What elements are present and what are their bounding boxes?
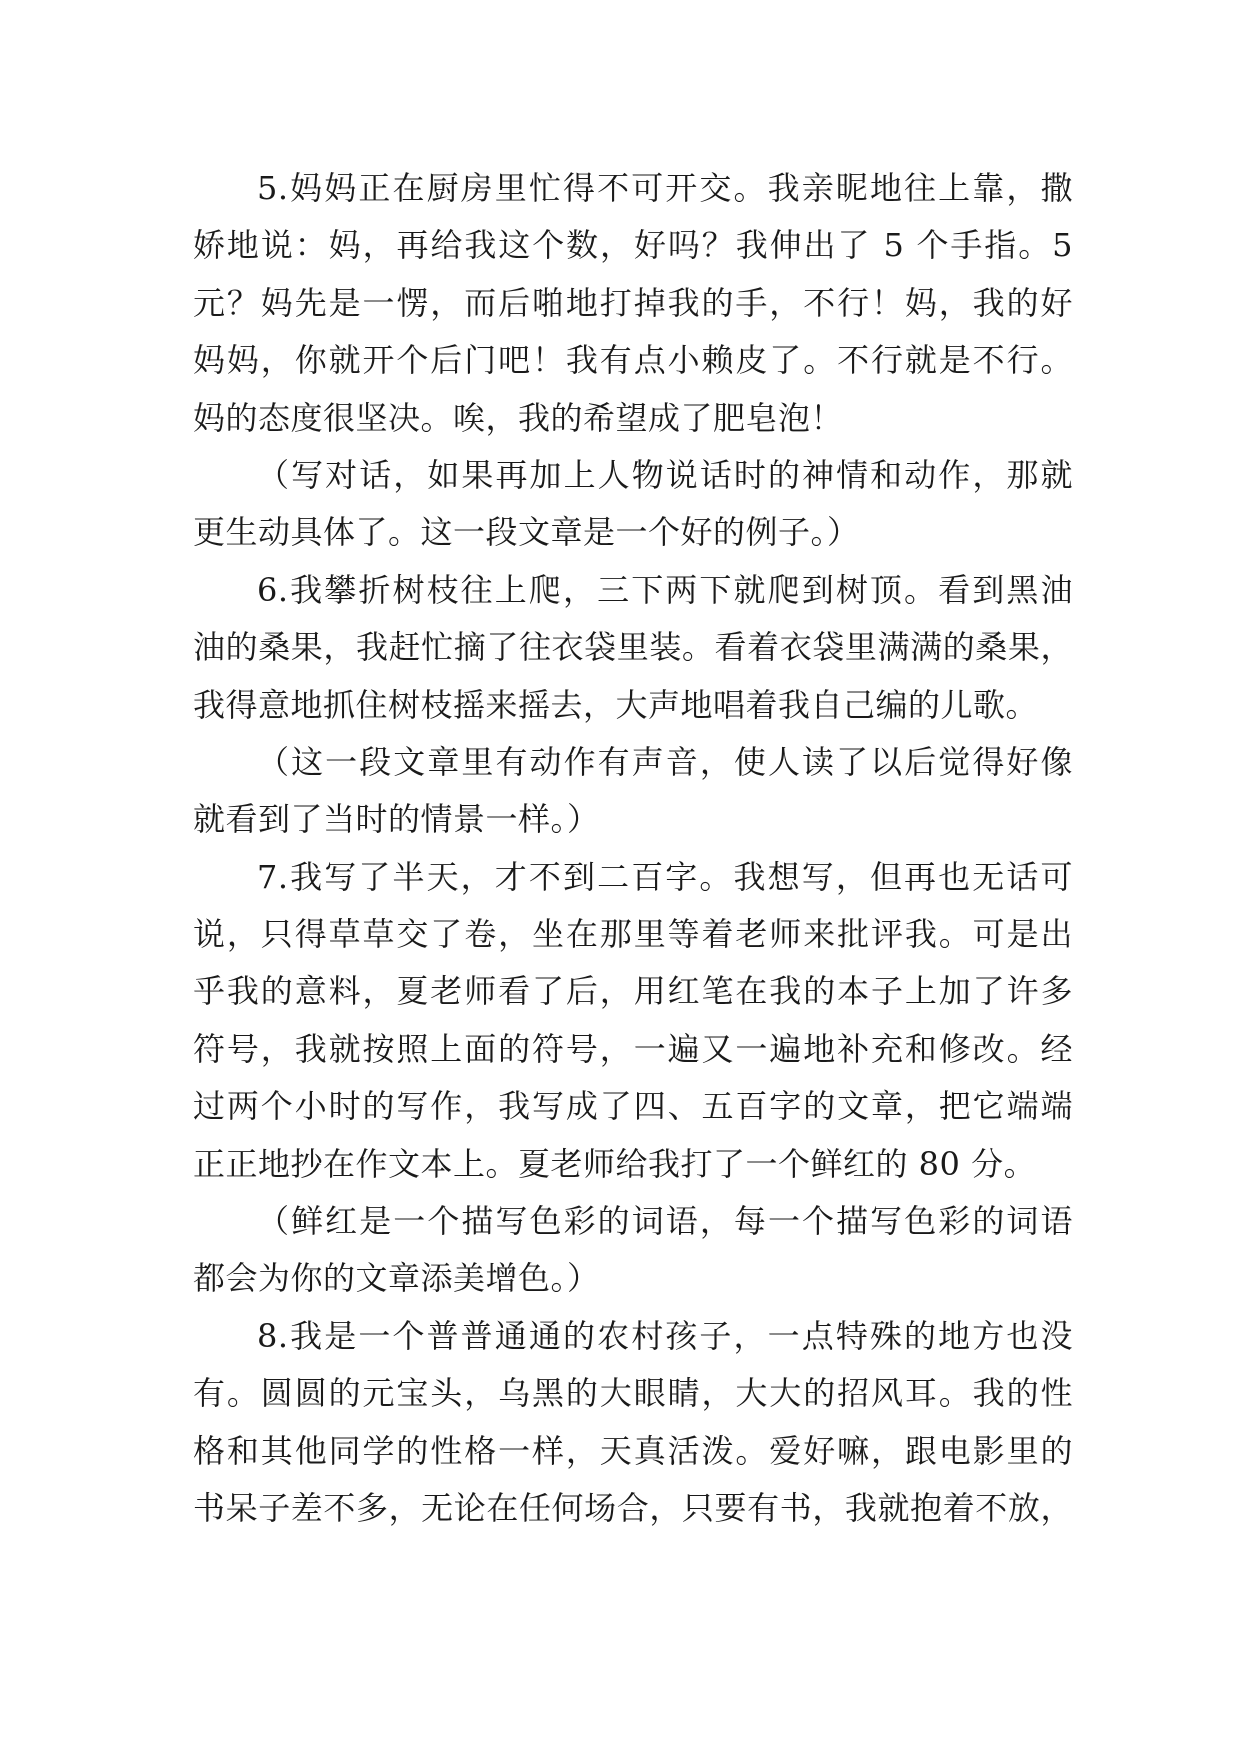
text-line: （这一段文章里有动作有声音，使人读了以后觉得好像 [257, 742, 1073, 781]
text-line: 妈的态度很坚决。唉，我的希望成了肥皂泡！ [193, 398, 844, 437]
text-line: 过两个小时的写作，我写成了四、五百字的文章，把它端端 [193, 1087, 1073, 1126]
text-line: 就看到了当时的情景一样。） [193, 800, 600, 839]
text-line: （鲜红是一个描写色彩的词语，每一个描写色彩的词语 [257, 1202, 1073, 1241]
text-line: 我得意地抓住树枝摇来摇去，大声地唱着我自己编的儿歌。 [193, 685, 1039, 724]
text-line: 乎我的意料，夏老师看了后，用红笔在我的本子上加了许多 [193, 972, 1073, 1011]
text-line: 8.我是一个普普通通的农村孩子，一点特殊的地方也没 [257, 1316, 1073, 1355]
text-line: 元？妈先是一愣，而后啪地打掉我的手，不行！妈，我的好 [193, 283, 1073, 322]
text-line: 符号，我就按照上面的符号，一遍又一遍地补充和修改。经 [193, 1029, 1073, 1068]
text-line: 书呆子差不多，无论在任何场合，只要有书，我就抱着不放， [193, 1488, 1073, 1527]
text-line: 正正地抄在作文本上。夏老师给我打了一个鲜红的 80 分。 [193, 1144, 1037, 1183]
text-line: 油的桑果，我赶忙摘了往衣袋里装。看着衣袋里满满的桑果， [193, 628, 1073, 667]
text-line: 都会为你的文章添美增色。） [193, 1259, 600, 1298]
text-line: 7.我写了半天，才不到二百字。我想写，但再也无话可 [257, 857, 1073, 896]
text-line: 6.我攀折树枝往上爬，三下两下就爬到树顶。看到黑油 [257, 570, 1073, 609]
text-line: 5.妈妈正在厨房里忙得不可开交。我亲昵地往上靠，撒 [257, 169, 1073, 207]
text-line: （写对话，如果再加上人物说话时的神情和动作，那就 [257, 455, 1073, 494]
text-line: 有。圆圆的元宝头，乌黑的大眼睛，大大的招风耳。我的性 [193, 1374, 1073, 1413]
body-text [193, 160, 1073, 1537]
text-line: 娇地说：妈，再给我这个数，好吗？我伸出了 5 个手指。5 [193, 226, 1073, 265]
text-line: 妈妈，你就开个后门吧！我有点小赖皮了。不行就是不行。 [193, 341, 1073, 380]
text-line: 更生动具体了。这一段文章是一个好的例子。） [193, 513, 860, 552]
text-line: 格和其他同学的性格一样，天真活泼。爱好嘛，跟电影里的 [193, 1431, 1073, 1470]
text-line: 说，只得草草交了卷，坐在那里等着老师来批评我。可是出 [193, 915, 1073, 954]
